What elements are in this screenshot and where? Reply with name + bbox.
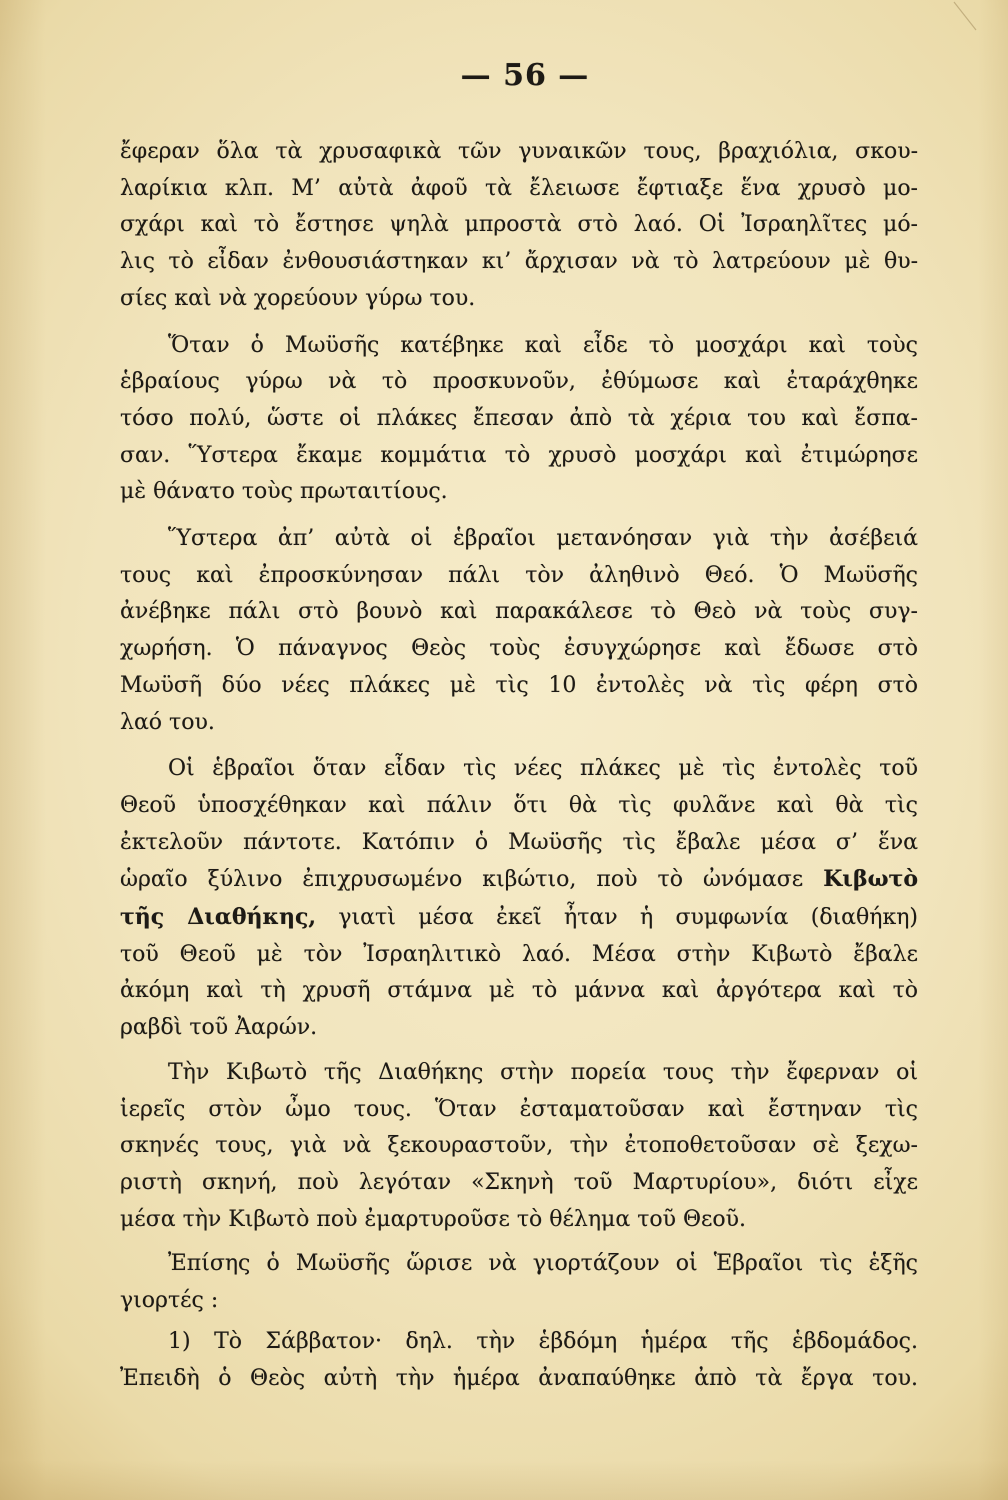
text-line: Οἱ ἑβραῖοι ὅταν εἶδαν τὶς νέες πλάκες μὲ τὶς ἐντολὲς τοῦ (168, 756, 918, 782)
text-line: Τὴν Κιβωτὸ τῆς Διαθήκης στὴν πορεία τους τὴν ἔφερναν οἱ (168, 1059, 918, 1085)
text-line: ἀνέβηκε πάλι στὸ βουνὸ καὶ παρακάλεσε τὸ Θεὸ νὰ τοὺς συγ- (120, 599, 918, 625)
text-line: ραβδὶ τοῦ Ἀαρών. (120, 1015, 318, 1041)
text-line: 1) Τὸ Σάββατον· δηλ. τὴν ἑβδόμη ἡμέρα τῆς ἑβδομάδος. (168, 1328, 918, 1354)
text-line: μέσα τὴν Κιβωτὸ ποὺ ἐμαρτυροῦσε τὸ θέλημα τοῦ Θεοῦ. (120, 1206, 747, 1232)
text-line: Ὕστερα ἀπ’ αὐτὰ οἱ ἑβραῖοι μετανόησαν γιὰ τὴν ἀσέβειά (168, 526, 918, 552)
text-line: Ἐπίσης ὁ Μωϋσῆς ὥρισε νὰ γιορτάζουν οἱ Ἑβραῖοι τὶς ἑξῆς (168, 1251, 918, 1277)
text-line: τους καὶ ἐπροσκύνησαν πάλι τὸν ἀληθινὸ Θεό. Ὁ Μωϋσῆς (120, 562, 918, 588)
text-line: τοῦ Θεοῦ μὲ τὸν Ἰσραηλιτικὸ λαό. Μέσα στὴν Κιβωτὸ ἔβαλε (120, 941, 918, 967)
text-segment: γιατὶ μέσα ἐκεῖ ἦταν ἡ συμφωνία (διαθήκη) (316, 905, 918, 931)
text-line: τόσο πολύ, ὥστε οἱ πλάκες ἔπεσαν ἀπὸ τὰ χέρια του καὶ ἔσπα- (120, 405, 918, 431)
text-line: σκηνές τους, γιὰ νὰ ξεκουραστοῦν, τὴν ἐτοποθετοῦσαν σὲ ξεχω- (120, 1133, 918, 1159)
paper-crease (940, 0, 1000, 40)
text-line: Ἐπειδὴ ὁ Θεὸς αὐτὴ τὴν ἡμέρα ἀναπαύθηκε ἀπὸ τὰ ἔργα του. (120, 1365, 918, 1391)
paragraph (120, 521, 918, 741)
text-line: λαρίκια κλπ. Μ’ αὐτὰ ἀφοῦ τὰ ἔλειωσε ἔφτιαξε ἕνα χρυσὸ μο- (120, 175, 918, 201)
paragraph (120, 751, 918, 1047)
text-line: σαν. Ὕστερα ἔκαμε κομμάτια τὸ χρυσὸ μοσχάρι καὶ ἐτιμώρησε (120, 442, 918, 468)
text-line: ἱερεῖς στὸν ὦμο τους. Ὅταν ἐσταματοῦσαν καὶ ἔστηναν τὶς (120, 1096, 918, 1122)
paragraph (120, 1055, 918, 1239)
bold-term: τῆς Διαθήκης, (120, 904, 317, 931)
text-line: ἀκόμη καὶ τὴ χρυσῆ στάμνα μὲ τὸ μάννα καὶ ἀργότερα καὶ τὸ (120, 978, 918, 1004)
paragraph (120, 328, 918, 512)
bold-term: Κιβωτὸ (823, 866, 918, 893)
text-line: μὲ θάνατο τοὺς πρωταιτίους. (120, 479, 448, 505)
text-line: σχάρι καὶ τὸ ἔστησε ψηλὰ μπροστὰ στὸ λαό. Οἱ Ἰσραηλῖτες μό- (120, 212, 918, 238)
text-line: γιορτές : (120, 1288, 219, 1314)
paragraph (120, 1246, 918, 1319)
text-line (120, 861, 918, 899)
text-line: χωρήση. Ὁ πάναγνος Θεὸς τοὺς ἐσυγχώρησε καὶ ἔδωσε στὸ (120, 636, 918, 662)
text-line: Ὅταν ὁ Μωϋσῆς κατέβηκε καὶ εἶδε τὸ μοσχάρι καὶ τοὺς (168, 332, 918, 358)
text-line (120, 899, 918, 937)
text-line: λις τὸ εἶδαν ἐνθουσιάστηκαν κι’ ἄρχισαν νὰ τὸ λατρεύουν μὲ θυ- (120, 249, 918, 275)
page-number: — 56 — (460, 58, 590, 93)
paragraph (120, 134, 918, 318)
text-line: ἑβραίους γύρω νὰ τὸ προσκυνοῦν, ἐθύμωσε καὶ ἐταράχθηκε (120, 369, 918, 395)
text-line: Μωϋσῆ δύο νέες πλάκες μὲ τὶς 10 ἐντολὲς νὰ τὶς φέρη στὸ (120, 672, 918, 698)
paragraph (120, 1324, 918, 1397)
page-body (120, 134, 918, 1397)
text-line: ριστὴ σκηνή, ποὺ λεγόταν «Σκηνὴ τοῦ Μαρτυρίου», διότι εἶχε (120, 1169, 918, 1195)
text-line: σίες καὶ νὰ χορεύουν γύρω του. (120, 285, 476, 311)
text-line: ἐκτελοῦν πάντοτε. Κατόπιν ὁ Μωϋσῆς τὶς ἔβαλε μέσα σ’ ἕνα (120, 829, 918, 855)
text-line: ἔφεραν ὅλα τὰ χρυσαφικὰ τῶν γυναικῶν τους, βραχιόλια, σκου- (120, 139, 918, 164)
text-line: λαό του. (120, 709, 215, 735)
text-segment: ὡραῖο ξύλινο ἐπιχρυσωμένο κιβώτιο, ποὺ τὸ ὠνόμασε (120, 867, 824, 893)
text-line: Θεοῦ ὑποσχέθηκαν καὶ πάλιν ὅτι θὰ τὶς φυλᾶνε καὶ θὰ τὶς (120, 792, 918, 818)
